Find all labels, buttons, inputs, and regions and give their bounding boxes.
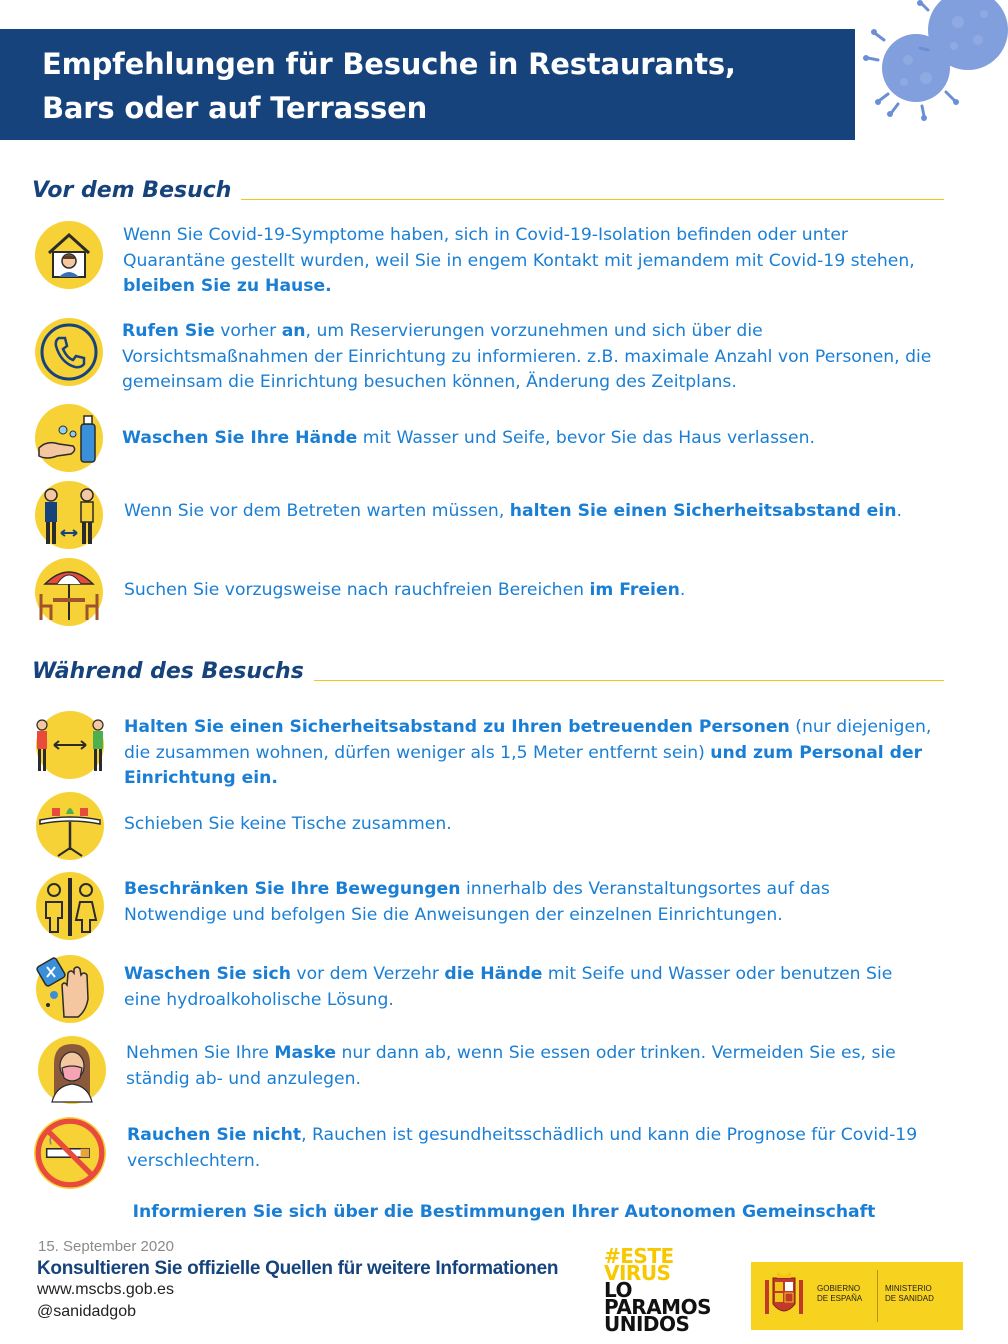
- during-item-2-text: Schieben Sie keine Tische zusammen.: [124, 814, 452, 834]
- section-rule: [241, 199, 944, 200]
- during-item-4-text: Waschen Sie sich vor dem Verzehr die Hände mit Seife und Wasser oder benutzen Sie eine hydroalkoholische Lösung.: [124, 964, 893, 1010]
- hand-wash-icon: [35, 404, 103, 472]
- distance-arrow-icon: [36, 711, 104, 779]
- during-item-5-text: Nehmen Sie Ihre Maske nur dann ab, wenn Sie essen oder trinken. Vermeiden Sie es, sie ständig ab- und anzulegen.: [126, 1043, 896, 1089]
- logo-divider: [877, 1270, 878, 1322]
- campaign-line1: #ESTE: [604, 1244, 674, 1268]
- terrace-umbrella-icon: [35, 558, 103, 626]
- before-item-2-text: Rufen Sie vorher an, um Reservierungen vorzunehmen und sich über die Vorsichtsmaßnahmen der Einrichtung zu informieren. z.B. maximale Anzahl von Personen, die gemeinsam die Einrichtung besuchen können, Änderung des Zeitplans.: [122, 321, 932, 393]
- section-header-during: [32, 654, 944, 686]
- table-icon: [36, 792, 104, 860]
- before-item-3-text: Waschen Sie Ihre Hände mit Wasser und Seife, bevor Sie das Haus verlassen.: [122, 428, 815, 448]
- page-title-line1: Empfehlungen für Besuche in Restaurants,: [42, 47, 736, 81]
- campaign-line3: LO: [604, 1278, 633, 1302]
- campaign-line2: VIRUS: [604, 1261, 671, 1285]
- section-title-during: Während des Besuchs: [32, 659, 304, 684]
- virus-illustration: [858, 0, 1008, 130]
- section-rule: [314, 680, 944, 681]
- website-link[interactable]: www.mscbs.gob.es: [37, 1281, 174, 1298]
- ministerio-label: MINISTERIO DE SANIDAD: [885, 1284, 934, 1303]
- gobierno-label: GOBIERNO DE ESPAÑA: [817, 1284, 863, 1303]
- section-title-before: Vor dem Besuch: [32, 178, 232, 203]
- campaign-logo: [604, 1244, 744, 1336]
- page-title-line2: Bars oder auf Terrassen: [42, 91, 428, 125]
- sanitizer-hand-icon: [36, 955, 104, 1023]
- campaign-line5: UNIDOS: [604, 1312, 690, 1336]
- footer-note: Informieren Sie sich über die Bestimmungen Ihrer Autonomen Gemeinschaft: [132, 1202, 876, 1222]
- phone-icon: [35, 318, 103, 386]
- coat-of-arms-icon: [761, 1270, 807, 1322]
- consult-sources-text: Konsultieren Sie offizielle Quellen für weitere Informationen: [37, 1258, 559, 1279]
- restroom-icon: [36, 872, 104, 940]
- distance-people-icon: [35, 481, 103, 549]
- before-item-1-text: Wenn Sie Covid-19-Symptome haben, sich in Covid-19-Isolation befinden oder unter Quarantäne gestellt wurden, weil Sie in engem Kontakt mit jemandem mit Covid-19 stehen, bleiben Sie zu Hause.: [123, 225, 915, 297]
- page-title: [42, 42, 842, 130]
- section-header-before: [32, 173, 944, 205]
- campaign-line4: PARAMOS: [604, 1295, 711, 1319]
- before-item-5-text: Suchen Sie vorzugsweise nach rauchfreien Bereichen im Freien.: [124, 580, 686, 600]
- during-item-1-text: Halten Sie einen Sicherheitsabstand zu Ihren betreuenden Personen (nur diejenigen, die zusammen wohnen, dürfen weniger als 1,5 Meter entfernt sein) und zum Personal der Einrichtung ein.: [124, 717, 932, 789]
- mask-woman-icon: [38, 1036, 106, 1104]
- government-logo: [751, 1262, 963, 1330]
- publication-date: 15. September 2020: [38, 1238, 174, 1255]
- during-item-6-text: Rauchen Sie nicht, Rauchen ist gesundheitsschädlich und kann die Prognose für Covid-19 verschlechtern.: [127, 1125, 918, 1171]
- during-item-3-text: Beschränken Sie Ihre Bewegungen innerhalb des Veranstaltungsortes auf das Notwendige und befolgen Sie die Anweisungen der einzelnen Einrichtungen.: [124, 879, 830, 925]
- before-item-4-text: Wenn Sie vor dem Betreten warten müssen, halten Sie einen Sicherheitsabstand ein.: [124, 501, 902, 521]
- house-person-icon: [35, 221, 103, 289]
- social-handle[interactable]: @sanidadgob: [37, 1303, 136, 1320]
- no-smoking-icon: [34, 1117, 106, 1189]
